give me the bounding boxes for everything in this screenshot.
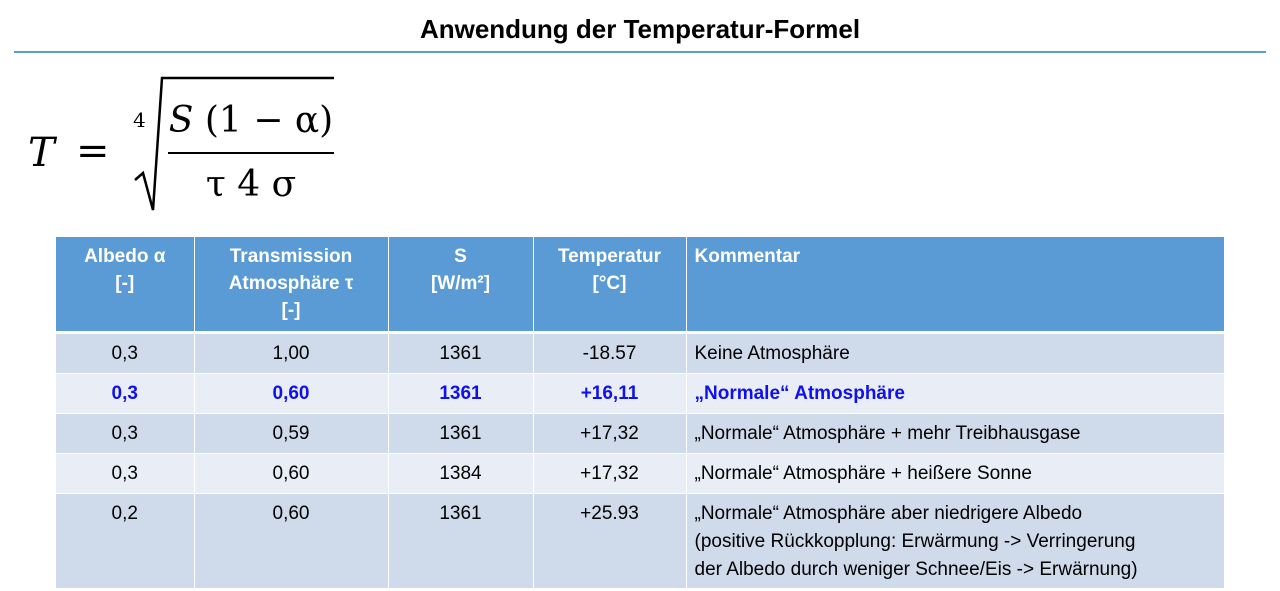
cell-s: 1361 xyxy=(388,374,533,414)
header-s xyxy=(388,237,533,333)
cell-albedo: 0,3 xyxy=(56,454,194,494)
header-line: [-] xyxy=(115,273,135,294)
header-comment xyxy=(686,237,1224,333)
header-line: [W/m²] xyxy=(430,273,491,294)
cell-temperature: +17,32 xyxy=(533,454,686,494)
header-albedo xyxy=(56,237,194,333)
header-line: [°C] xyxy=(592,273,627,294)
comment-line: „Normale“ Atmosphäre + mehr Treibhausgase xyxy=(694,423,1081,444)
formula-root-index: 4 xyxy=(133,108,146,132)
header-line: Atmosphäre τ xyxy=(228,273,354,294)
header-line: Kommentar xyxy=(694,246,801,267)
cell-transmission: 0,59 xyxy=(194,414,388,454)
header-line: Albedo α xyxy=(84,246,166,267)
comment-line: „Normale“ Atmosphäre xyxy=(694,383,905,404)
formula-numerator xyxy=(166,100,336,141)
comment-line: (positive Rückkopplung: Erwärmung -> Verringerung xyxy=(694,531,1136,552)
cell-albedo: 0,3 xyxy=(56,333,194,374)
cell-comment xyxy=(686,374,1224,414)
table-row xyxy=(56,494,1224,589)
cell-transmission: 0,60 xyxy=(194,454,388,494)
cell-temperature: +17,32 xyxy=(533,414,686,454)
table-body xyxy=(56,333,1224,589)
cell-s: 1384 xyxy=(388,454,533,494)
formula-numerator-s: S xyxy=(168,100,194,141)
header-temperature xyxy=(533,237,686,333)
table-row xyxy=(56,454,1224,494)
table-header-row xyxy=(56,237,1224,333)
cell-s: 1361 xyxy=(388,333,533,374)
header-line: [-] xyxy=(281,300,301,321)
formula-lhs: T xyxy=(28,130,55,176)
cell-transmission: 0,60 xyxy=(194,374,388,414)
formula-denominator: τ 4 σ xyxy=(205,164,297,205)
cell-transmission: 1,00 xyxy=(194,333,388,374)
cell-transmission: 0,60 xyxy=(194,494,388,589)
results-table xyxy=(56,237,1225,589)
cell-comment xyxy=(686,414,1224,454)
cell-temperature: +25.93 xyxy=(533,494,686,589)
formula-equals: = xyxy=(76,128,110,174)
cell-albedo: 0,3 xyxy=(56,414,194,454)
table-row xyxy=(56,414,1224,454)
cell-temperature: -18.57 xyxy=(533,333,686,374)
cell-comment xyxy=(686,454,1224,494)
header-line: S xyxy=(454,246,467,267)
header-line: Transmission xyxy=(229,246,353,267)
formula-numerator-rest: (1 − α) xyxy=(193,100,334,141)
comment-line: der Albedo durch weniger Schnee/Eis -> Erwärnung) xyxy=(694,559,1138,580)
title-underline xyxy=(14,51,1266,53)
page-title: Anwendung der Temperatur-Formel xyxy=(419,14,861,44)
cell-s: 1361 xyxy=(388,494,533,589)
cell-temperature: +16,11 xyxy=(533,374,686,414)
temperature-formula xyxy=(0,60,360,230)
cell-albedo: 0,3 xyxy=(56,374,194,414)
header-line: Temperatur xyxy=(557,246,662,267)
table-row xyxy=(56,374,1224,414)
cell-comment xyxy=(686,333,1224,374)
comment-line: „Normale“ Atmosphäre + heißere Sonne xyxy=(694,463,1032,484)
header-transmission xyxy=(194,237,388,333)
cell-comment xyxy=(686,494,1224,589)
comment-line: Keine Atmosphäre xyxy=(694,343,850,364)
comment-line: „Normale“ Atmosphäre aber niedrigere Albedo xyxy=(694,503,1083,524)
cell-albedo: 0,2 xyxy=(56,494,194,589)
cell-s: 1361 xyxy=(388,414,533,454)
table-row xyxy=(56,333,1224,374)
